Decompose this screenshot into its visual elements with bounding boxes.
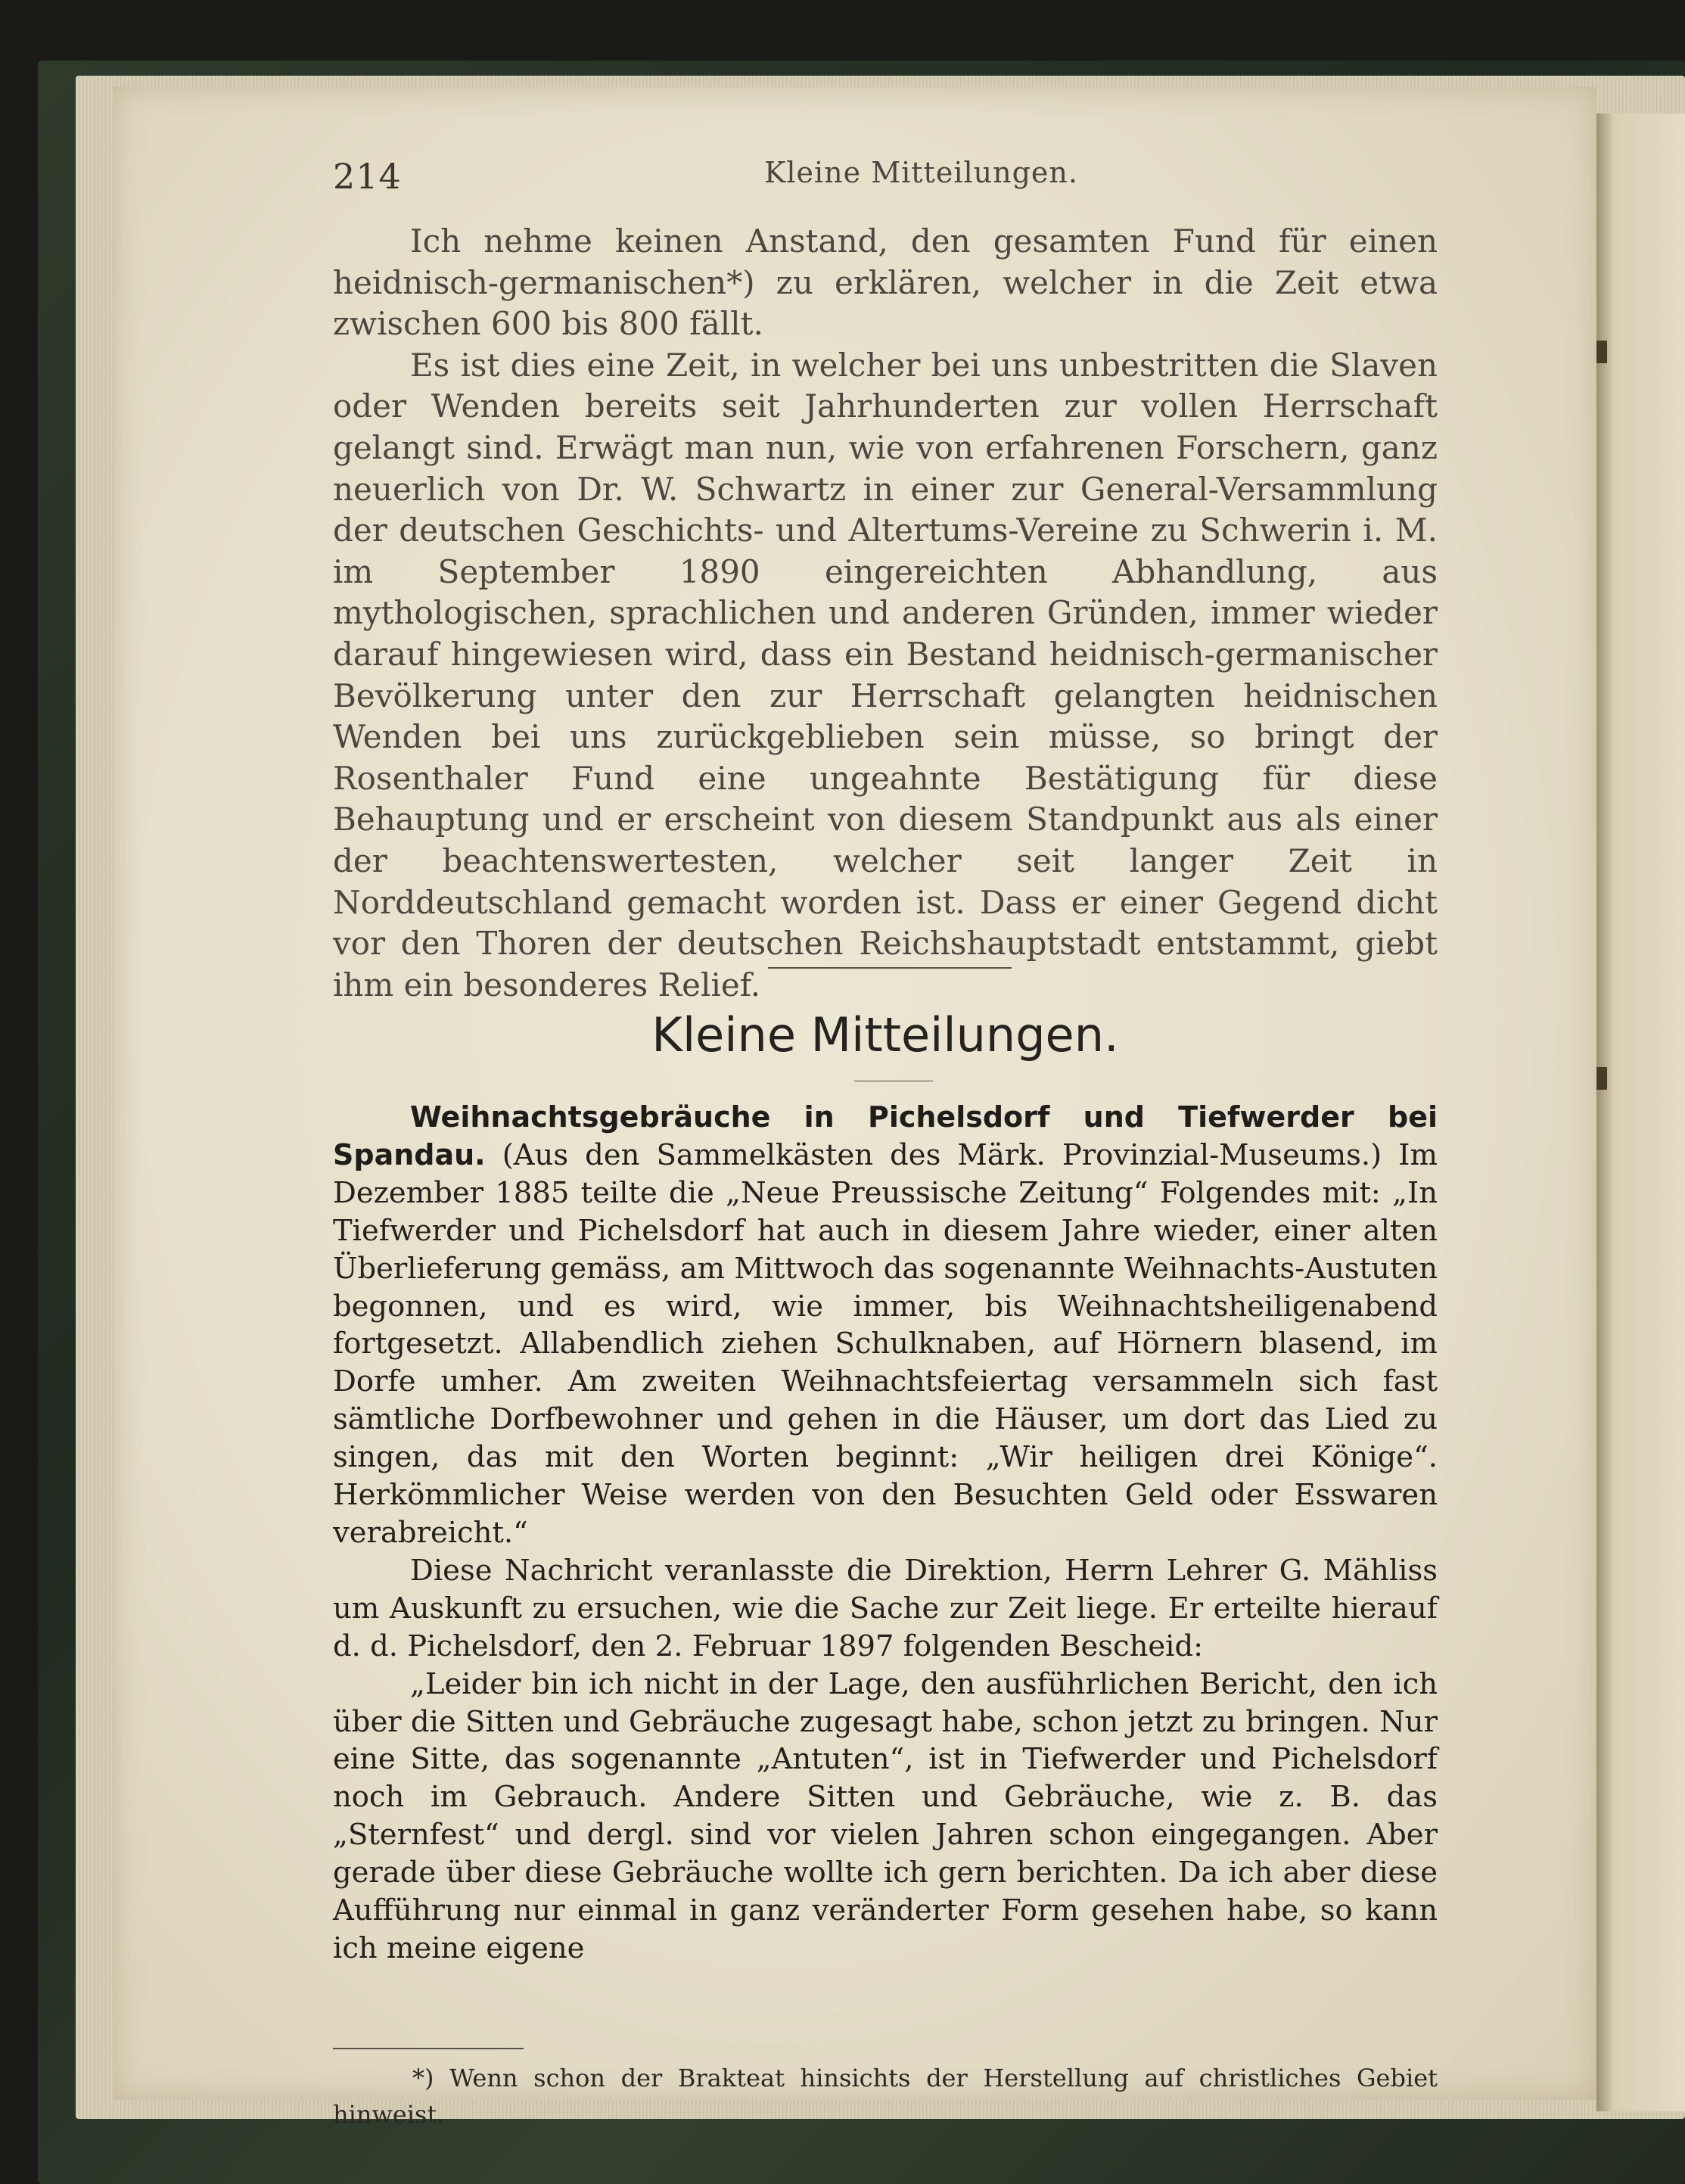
page-marker bbox=[1596, 341, 1607, 363]
page-content bbox=[219, 151, 1453, 2129]
paragraph-text: (Aus den Sammelkästen des Märk. Provinzial-Museums.) Im Dezember 1885 teilte die „Neue Preussische Zeitung“ Folgendes mit: „In Tiefwerder und Pichelsdorf hat auch in diesem Jahre wieder, einer alten Überlieferung gemäss, am Mittwoch das sogenannte Weihnachts-Austuten begonnen, und es wird, wie immer, bis Weihnachtsheiligenabend fortgesetzt. Allabendlich ziehen Schulknaben, auf Hörnern blasend, im Dorfe umher. Am zweiten Weihnachtsfeiertag versammeln sich fast sämtliche Dorfbewohner und gehen in die Häuser, um dort das Lied zu singen, das mit den Worten beginnt: „Wir heiligen drei Könige“. Herkömmlicher Weise werden von den Besuchten Geld oder Esswaren verabreicht.“ bbox=[333, 1137, 1438, 1550]
paragraph: Diese Nachricht veranlasste die Direktion, Herrn Lehrer G. Mähliss um Auskunft zu ersuchen, wie die Sache zur Zeit liege. Er erteilte hierauf d. d. Pichelsdorf, den 2. Februar 1897 folgenden Bescheid: bbox=[333, 1553, 1438, 1663]
footnote-rule bbox=[333, 2048, 524, 2049]
facing-page-edge bbox=[1596, 114, 1685, 2111]
page-number: 214 bbox=[333, 156, 402, 197]
page-marker bbox=[1596, 1067, 1607, 1090]
section-title: Kleine Mitteilungen. bbox=[651, 1007, 1119, 1062]
intro-text bbox=[333, 221, 1438, 1006]
section-divider bbox=[768, 967, 1012, 969]
running-title: Kleine Mitteilungen. bbox=[764, 156, 1078, 189]
paragraph: „Leider bin ich nicht in der Lage, den ausführlichen Bericht, den ich über die Sitten und Gebräuche zugesagt habe, schon jetzt zu bringen. Nur eine Sitte, das sogenannte „Antuten“, ist in Tiefwerder und Pichelsdorf noch im Gebrauch. Andere Sitten und Gebräuche, wie z. B. das „Sternfest“ und dergl. sind vor vielen Jahren schon eingegangen. Aber gerade über diese Gebräuche wollte ich gern berichten. Da ich aber diese Aufführung nur einmal in ganz veränderter Form gesehen habe, so kann ich meine eigene bbox=[333, 1666, 1438, 1965]
footnote-text: *) Wenn schon der Brakteat hinsichts der Herstellung auf christliches Gebiet hinweist. bbox=[333, 2064, 1438, 2129]
paragraph bbox=[333, 1099, 1438, 1552]
paragraph: Es ist dies eine Zeit, in welcher bei uns unbestritten die Slaven oder Wenden bereits seit Jahrhunderten zur vollen Herrschaft gelangt sind. Erwägt man nun, wie von erfahrenen Forschern, ganz neuerlich von Dr. W. Schwartz in einer zur General-Versammlung der deutschen Geschichts- und Altertums-Vereine zu Schwerin i. M. im September 1890 eingereichten Abhandlung, aus mythologischen, sprachlichen und anderen Gründen, immer wieder darauf hingewiesen wird, dass ein Bestand heidnisch-germanischer Bevölkerung unter den zur Herrschaft gelangten heidnischen Wenden bei uns zurückgeblieben sein müsse, so bringt der Rosenthaler Fund eine ungeahnte Bestätigung für diese Behauptung und er erscheint von diesem Standpunkt aus als einer der beachtenswertesten, welcher seit langer Zeit in Norddeutschland gemacht worden ist. Dass er einer Gegend dicht vor den Thoren der deutschen Reichshauptstadt entstammt, giebt ihm ein besonderes Relief. bbox=[333, 346, 1438, 1003]
paragraph: Ich nehme keinen Anstand, den gesamten Fund für einen heidnisch-germanischen*) zu erklären, welcher in die Zeit etwa zwischen 600 bis 800 fällt. bbox=[333, 222, 1438, 343]
article-text bbox=[333, 1099, 1438, 1968]
article-subheading: Weihnachtsgebräuche in Pichelsdorf und Tiefwerder bei Spandau. bbox=[333, 1100, 1438, 1171]
footnote bbox=[333, 2060, 1438, 2133]
page-header bbox=[219, 151, 1453, 197]
